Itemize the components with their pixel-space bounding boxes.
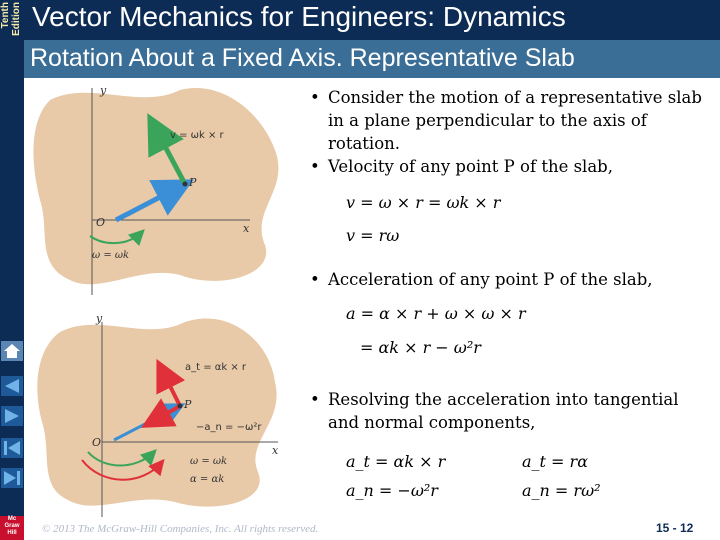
acceleration-equation-2: = αk × r − ω²r: [360, 338, 481, 357]
edition-label: [0, 0, 24, 44]
point-p-dot: [183, 182, 188, 187]
point-p-label: P: [184, 398, 192, 411]
tangential-accel-vector-eq: a_t = αk × r: [346, 452, 446, 471]
edition-line1: Tenth: [0, 2, 11, 29]
y-axis-label: y: [96, 312, 103, 325]
forward-arrow-icon: [0, 405, 24, 427]
page-number: 15 - 12: [656, 521, 694, 535]
home-icon: [0, 340, 24, 362]
velocity-label: v = ωk × r: [170, 130, 224, 141]
sidebar: [0, 0, 24, 540]
point-p-label: P: [189, 176, 197, 189]
slide-subtitle: Rotation About a Fixed Axis. Representative Slab: [30, 44, 575, 72]
first-slide-button[interactable]: [0, 437, 24, 459]
x-axis-label: x: [243, 222, 250, 235]
copyright-notice: © 2013 The McGraw-Hill Companies, Inc. All rights reserved.: [42, 523, 319, 535]
alpha-label: α = αk: [190, 474, 225, 485]
subtitle-bar: [24, 40, 720, 78]
publisher-logo: Mc Graw Hill: [0, 516, 24, 540]
home-button[interactable]: [0, 340, 24, 362]
omega-label: ω = ωk: [190, 456, 228, 467]
y-axis-label: y: [100, 84, 107, 97]
slab-shape: [33, 88, 278, 284]
title-bar: [24, 0, 720, 40]
omega-label: ω = ωk: [92, 250, 130, 261]
velocity-equation-scalar: v = rω: [346, 226, 400, 245]
skip-back-icon: [0, 437, 24, 459]
normal-label: −a_n = −ω²r: [196, 422, 262, 433]
slab-velocity-figure: [30, 80, 300, 295]
origin-label: O: [92, 436, 102, 449]
tangential-accel-scalar-eq: a_t = rα: [522, 452, 588, 471]
next-button[interactable]: [0, 405, 24, 427]
page-title: Vector Mechanics for Engineers: Dynamics: [32, 1, 566, 32]
back-arrow-icon: [0, 375, 24, 397]
velocity-equation-vector: v = ω × r = ωk × r: [346, 193, 501, 212]
last-slide-button[interactable]: [0, 467, 24, 489]
normal-accel-vector-eq: a_n = −ω²r: [346, 481, 438, 500]
origin-label: O: [96, 216, 106, 229]
normal-accel-scalar-eq: a_n = rω²: [522, 481, 601, 500]
edition-line2: Edition: [11, 2, 22, 36]
skip-forward-icon: [0, 467, 24, 489]
point-p-dot: [178, 404, 183, 409]
previous-button[interactable]: [0, 375, 24, 397]
slab-acceleration-figure: [30, 302, 290, 517]
acceleration-equation-1: a = α × r + ω × ω × r: [346, 304, 526, 323]
tangential-label: a_t = αk × r: [185, 362, 247, 373]
slab-shape: [37, 318, 276, 506]
x-axis-label: x: [272, 444, 279, 457]
